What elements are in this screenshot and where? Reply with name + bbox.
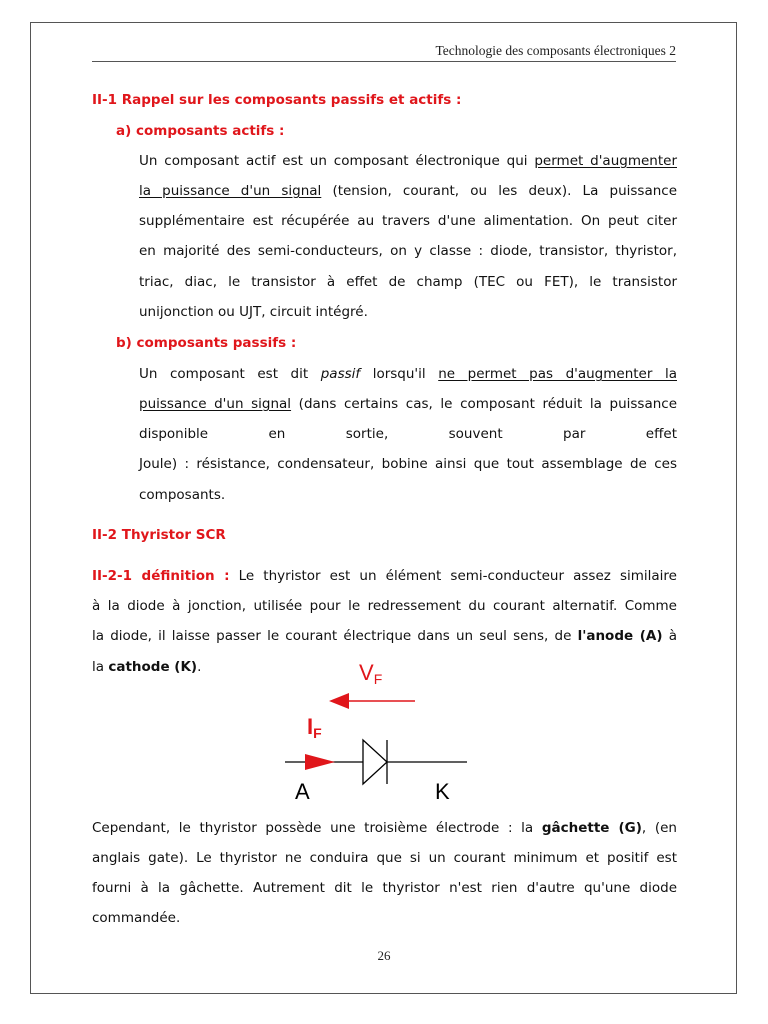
definition-line-4-text: la (92, 659, 109, 675)
passifs-line-1-text-a: Un composant est dit (139, 366, 321, 382)
gachette-line-2: anglais gate). Le thyristor ne conduira que si un courant minimum et positif est (92, 850, 677, 866)
passifs-line-3: disponible en sortie, souvent par effet (139, 426, 677, 442)
actifs-line-2 (139, 181, 677, 201)
actifs-underline-2: la puissance d'un signal (139, 183, 322, 199)
definition-label: II-2-1 définition : (92, 568, 230, 584)
actifs-line-6: unijonction ou UJT, circuit intégré. (139, 304, 368, 320)
actifs-line-2-text: (tension, courant, ou les deux). La puissance (321, 183, 678, 199)
gachette-line-1-end: , (en (641, 820, 677, 836)
definition-line-1-text: Le thyristor est un élément semi-conducteur assez similaire (229, 568, 677, 584)
actifs-line-4: en majorité des semi-conducteurs, on y classe : diode, transistor, thyristor, (139, 243, 677, 259)
cathode-label: K (435, 779, 450, 804)
passifs-line-1 (139, 364, 677, 384)
gachette-term: gâchette (G) (541, 820, 642, 836)
gachette-line-1-text: Cependant, le thyristor possède une troisième électrode : la (92, 820, 542, 836)
page-number: 26 (377, 948, 391, 963)
actifs-line-1 (139, 151, 677, 171)
diode-triangle (363, 740, 387, 784)
if-arrowhead (305, 754, 335, 770)
subsection-passifs-title: b) composants passifs : (116, 335, 297, 351)
passifs-underline-1: ne permet pas d'augmenter la (438, 366, 677, 382)
gachette-line-1 (92, 818, 677, 838)
passifs-line-2-text: (dans certains cas, le composant réduit la puissance (291, 396, 677, 412)
gachette-line-3: fourni à la gâchette. Autrement dit le thyristor n'est rien d'autre qu'une diode (92, 880, 677, 896)
anode-label: A (295, 779, 310, 804)
actifs-underline-1: permet d'augmenter (534, 153, 677, 169)
passifs-line-5: composants. (139, 487, 226, 503)
vf-arrowhead (329, 693, 349, 709)
actifs-line-3: supplémentaire est récupérée au travers d'une alimentation. On peut citer (139, 213, 677, 229)
diode-diagram (285, 656, 475, 804)
anode-term: l'anode (A) (577, 628, 663, 644)
section-2-title: II-2 Thyristor SCR (92, 527, 226, 543)
actifs-line-5: triac, diac, le transistor à effet de champ (TEC ou FET), le transistor (139, 274, 677, 290)
definition-line-3-text: la diode, il laisse passer le courant électrique dans un seul sens, de (92, 628, 578, 644)
section-1-title: II-1 Rappel sur les composants passifs et actifs : (92, 92, 462, 108)
actifs-line-1-text: Un composant actif est un composant électronique qui (139, 153, 535, 169)
passifs-line-4: Joule) : résistance, condensateur, bobine ainsi que tout assemblage de ces (139, 456, 677, 472)
definition-line-3-end: à (662, 628, 677, 644)
definition-line-4 (92, 657, 201, 677)
definition-line-1 (92, 566, 677, 586)
cathode-term: cathode (K) (108, 659, 198, 675)
if-label: IF (307, 714, 322, 741)
header-rule (92, 61, 676, 62)
definition-line-2: à la diode à jonction, utilisée pour le redressement du courant alternatif. Comme (92, 598, 677, 614)
passifs-italic-word: passif (320, 366, 361, 382)
gachette-line-4: commandée. (92, 910, 181, 926)
passifs-line-1-text-b: lorsqu'il (360, 366, 439, 382)
subsection-actifs-title: a) composants actifs : (116, 123, 285, 139)
definition-line-3 (92, 626, 677, 646)
passifs-underline-2: puissance d'un signal (139, 396, 292, 412)
definition-line-4-end: . (197, 659, 202, 675)
vf-label: VF (359, 660, 383, 687)
running-header: Technologie des composants électroniques 2 (435, 43, 676, 58)
passifs-line-2 (139, 394, 677, 414)
